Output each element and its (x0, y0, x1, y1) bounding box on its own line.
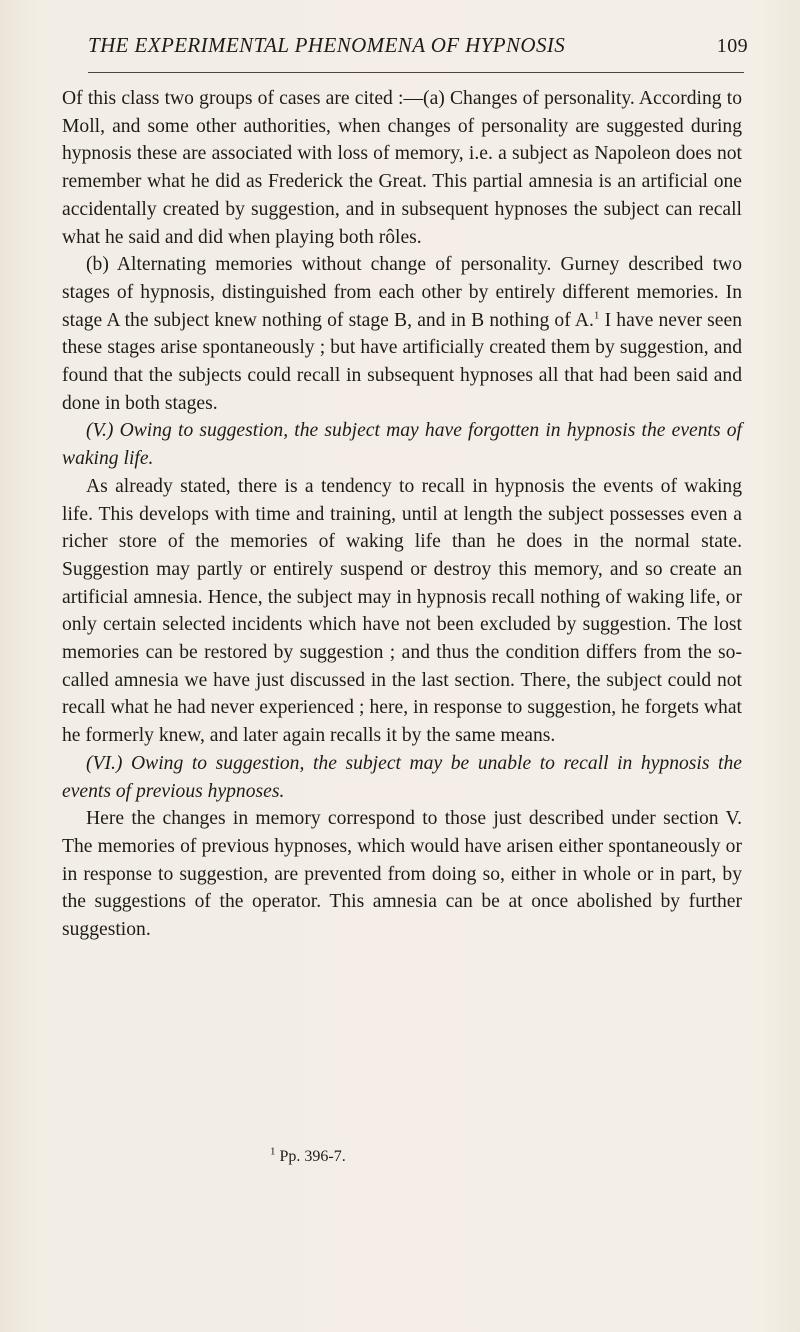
section-heading-vi (62, 750, 742, 805)
footnote-text: Pp. 396-7. (275, 1148, 346, 1165)
footnote-reference: 1 (593, 309, 600, 322)
running-title: THE EXPERIMENTAL PHENOMENA OF HYPNOSIS (88, 33, 566, 57)
page-number: 109 (716, 35, 748, 57)
section-heading-vi-text: (VI.) Owing to suggestion, the subject may be unable to recall in hypnosis the events of previous hypnoses. (62, 752, 742, 802)
footnote-marker: 1 (270, 1145, 276, 1158)
section-heading-v-text: (V.) Owing to suggestion, the subject may have forgotten in hypnosis the events of waking life. (62, 420, 742, 470)
header-rule (88, 72, 744, 73)
paragraph-waking-life: As already stated, there is a tendency to recall in hypnosis the events of waking life. This develops with time and training, until at length the subject possesses even a richer store of the memories of waking life than he does in the normal state. Suggestion may partly or entirely suspend or destroy this memory, and so create an artificial amnesia. Hence, the subject may in hypnosis recall nothing of waking life, or only certain selected incidents which have not been excluded by suggestion. The lost memories can be restored by suggestion ; and thus the condition differs from the so-called amnesia we have just discussed in the last section. There, the subject could not recall what he had never experienced ; here, in response to suggestion, he forgets what he formerly knew, and later again recalls it by the same means. (62, 475, 742, 747)
section-heading-v (62, 417, 742, 472)
body-text (62, 85, 742, 944)
paragraph-alternating-memories-text: (b) Alternating memories without change of personality. Gurney described two stages of hypnosis, distinguished from each other by entirely different memories. In stage A the subject knew nothing of stage B, and in B nothing of A. (62, 254, 742, 331)
footnote (270, 1146, 346, 1168)
paragraph-changes-of-personality: Of this class two groups of cases are cited :—(a) Changes of personality. According to Moll, and some other authorities, when changes of personality are suggested during hypnosis these are associated with loss of memory, i.e. a subject as Napoleon does not remember what he did as Frederick the Great. This partial amnesia is an artificial one accidentally created by suggestion, and in subsequent hypnoses the subject can recall what he said and did when playing both rôles. (62, 88, 742, 248)
paragraph-alternating-memories-rest: I have never seen these stages arise spontaneously ; but have artificially created them by suggestion, and found that the subjects could recall in subsequent hypnoses all that had been said and done in both stages. (62, 309, 742, 414)
paragraph-alternating-memories (62, 251, 742, 417)
running-header (88, 31, 748, 60)
paragraph-previous-hypnoses: Here the changes in memory correspond to those just described under section V. The memories of previous hypnoses, which would have arisen either spontaneously or in response to suggestion, are prevented from doing so, either in whole or in part, by the suggestions of the operator. This amnesia can be at once abolished by further suggestion. (62, 808, 742, 941)
